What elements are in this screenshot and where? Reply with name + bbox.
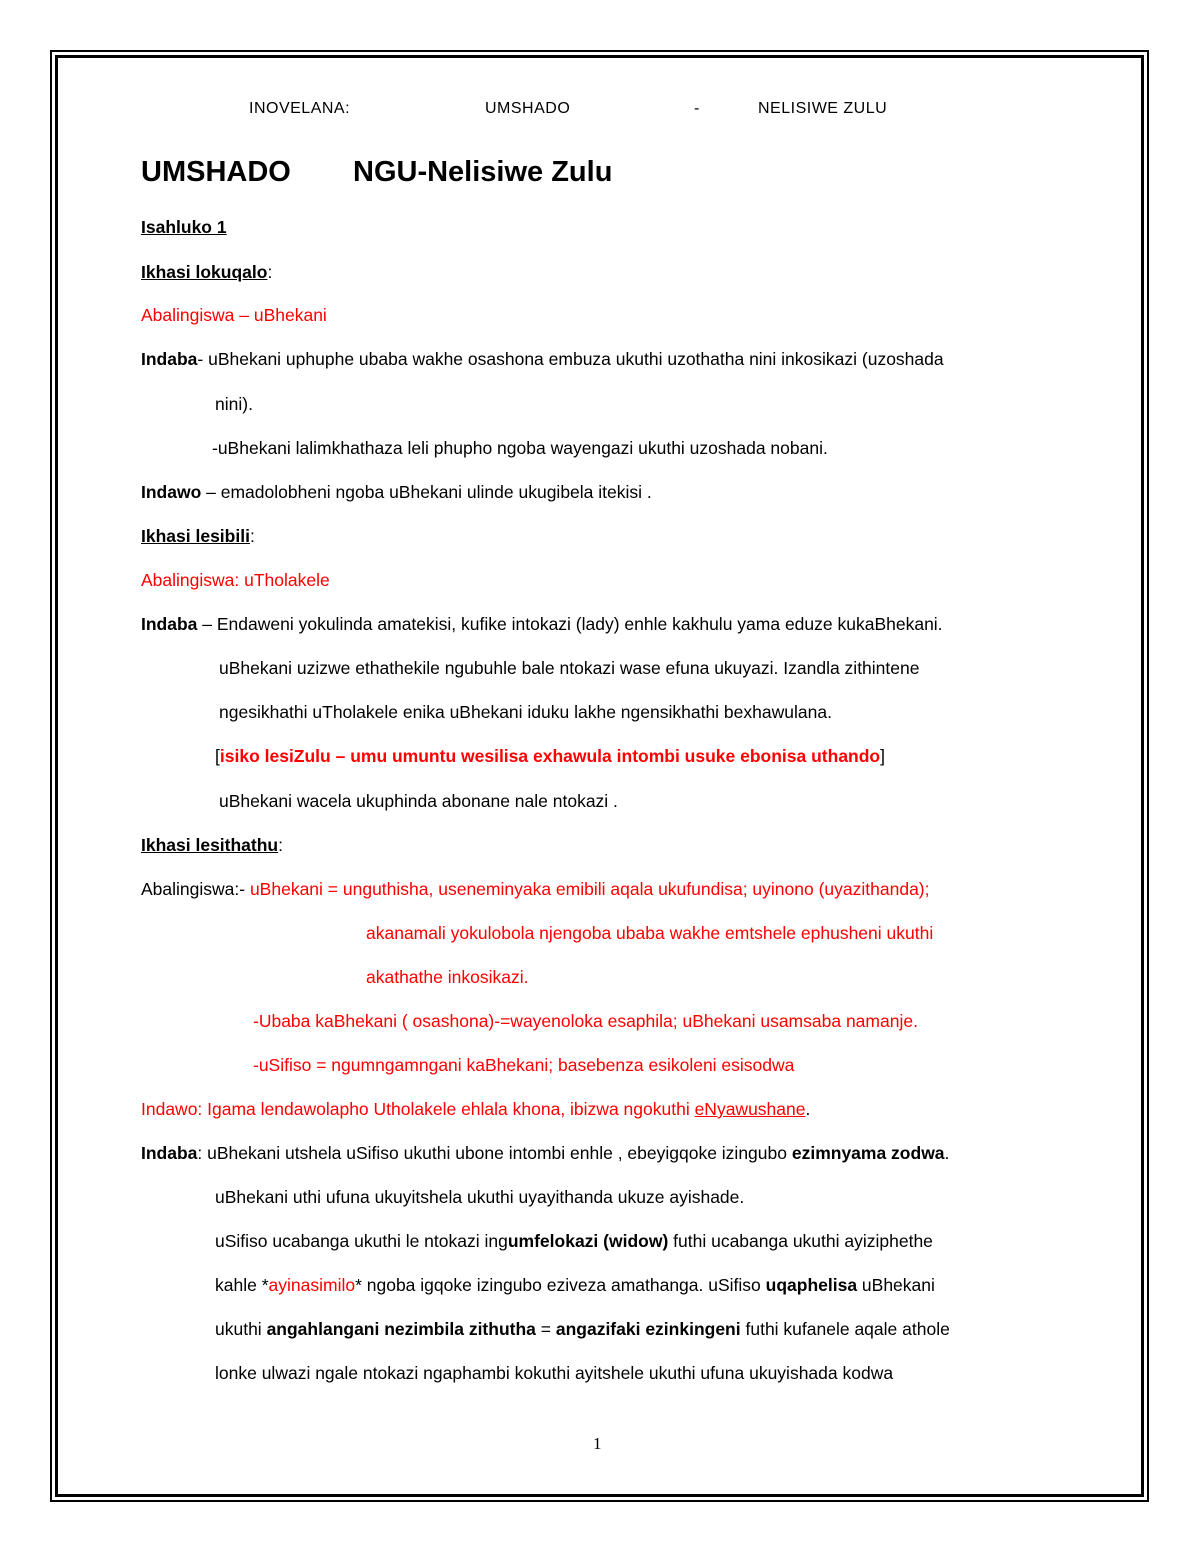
scene1-place-label: Indawo	[141, 482, 202, 502]
scene1-place-text: – emadolobheni ngoba uBhekani ulinde ukugibela itekisi .	[201, 482, 652, 502]
scene3-heading	[141, 834, 283, 856]
scene3-story-text4d: uqaphelisa	[765, 1275, 858, 1295]
scene3-story-text5b: angahlangani nezimbila zithutha	[266, 1319, 536, 1339]
chapter-heading: Isahluko 1	[141, 217, 227, 237]
scene3-story-text3a: uSifiso ucabanga ukuthi le ntokazi ing	[215, 1231, 508, 1251]
scene3-story-text3c: futhi ucabanga ukuthi ayiziphethe	[668, 1231, 933, 1251]
scene3-place-end: .	[805, 1099, 811, 1119]
scene2-heading-colon: :	[249, 526, 255, 546]
scene3-place-text: Indawo: Igama lendawolapho Utholakele ehlala khona, ibizwa ngokuthi	[141, 1099, 695, 1119]
scene3-story-text5d: angazifaki ezinkingeni	[555, 1319, 741, 1339]
scene3-story-line1	[141, 1142, 949, 1164]
scene3-story-line3	[215, 1230, 933, 1252]
scene3-characters-line5: -uSifiso = ngumngamngani kaBhekani; basebenza esikoleni esisodwa	[253, 1055, 795, 1075]
scene3-story-text5c: =	[535, 1319, 556, 1339]
scene3-place-name: eNyawushane	[694, 1099, 806, 1119]
scene2-characters: Abalingiswa: uTholakele	[141, 570, 330, 590]
scene3-heading-colon: :	[278, 835, 283, 855]
scene3-characters-line4: -Ubaba kaBhekani ( osashona)-=wayenoloka esaphila; uBhekani usamsaba namanje.	[253, 1011, 918, 1031]
scene2-heading	[141, 525, 255, 547]
scene3-place	[141, 1098, 810, 1120]
scene3-story-line2: uBhekani uthi ufuna ukuyitshela ukuthi uyayithanda ukuze ayishade.	[215, 1187, 745, 1207]
scene3-story-label: Indaba	[141, 1143, 198, 1163]
scene3-story-line6: lonke ulwazi ngale ntokazi ngaphambi kokuthi ayitshele ukuthi ufuna ukuyishada kodwa	[215, 1363, 894, 1383]
scene2-custom-note	[215, 745, 885, 767]
scene3-story-text1a: : uBhekani utshela uSifiso ukuthi ubone intombi enhle , ebeyigqoke izingubo	[197, 1143, 792, 1163]
custom-bracket-close: ]	[880, 746, 885, 766]
scene3-story-text4b: ayinasimilo	[268, 1275, 356, 1295]
scene2-story-line4: uBhekani wacela ukuphinda abonane nale ntokazi .	[219, 791, 618, 811]
header-author: NELISIWE ZULU	[758, 100, 888, 117]
scene3-story-text5e: futhi kufanele aqale athole	[740, 1319, 950, 1339]
scene3-characters-text1: uBhekani = unguthisha, useneminyaka emibili aqala ukufundisa; uyinono (uyazithanda);	[249, 879, 930, 899]
header-book: UMSHADO	[485, 100, 571, 117]
scene3-characters-line1	[141, 878, 930, 900]
scene3-story-text4e: uBhekani	[857, 1275, 935, 1295]
scene2-story-line1	[141, 613, 943, 635]
scene1-story-text1: - uBhekani uphuphe ubaba wakhe osashona embuza ukuthi uzothatha nini inkosikazi (uzoshada	[197, 349, 944, 369]
scene3-characters-label: Abalingiswa:-	[141, 879, 250, 899]
scene3-story-line5	[215, 1318, 950, 1340]
header-genre: INOVELANA:	[249, 100, 351, 117]
scene3-story-text5a: ukuthi	[215, 1319, 267, 1339]
scene3-story-text1b: ezimnyama zodwa	[791, 1143, 945, 1163]
scene3-story-text1c: .	[944, 1143, 950, 1163]
scene3-heading-text: Ikhasi lesithathu	[141, 835, 279, 855]
scene2-story-line3: ngesikhathi uTholakele enika uBhekani iduku lakhe ngensikhathi bexhawulana.	[219, 702, 832, 722]
scene3-story-text4c: * ngoba igqoke izingubo eziveza amathanga. uSifiso	[355, 1275, 766, 1295]
scene2-story-label: Indaba	[141, 614, 198, 634]
scene1-story-label: Indaba	[141, 349, 198, 369]
scene3-story-text3b: umfelokazi (widow)	[507, 1231, 669, 1251]
title-byline: NGU-Nelisiwe Zulu	[353, 156, 613, 188]
scene3-characters-line2: akanamali yokulobola njengoba ubaba wakhe emtshele ephusheni ukuthi	[366, 923, 934, 943]
scene3-story-text4a: kahle *	[215, 1275, 269, 1295]
custom-bracket-open: [	[215, 746, 220, 766]
scene1-story-line1	[141, 348, 944, 370]
scene3-story-line4	[215, 1274, 935, 1296]
scene2-story-line2: uBhekani uzizwe ethathekile ngubuhle bale ntokazi wase efuna ukuyazi. Izandla zithintene	[219, 658, 920, 678]
scene1-story-line2: nini).	[215, 394, 253, 414]
scene1-story-line3: -uBhekani lalimkhathaza leli phupho ngoba wayengazi ukuthi uzoshada nobani.	[212, 438, 828, 458]
scene1-characters: Abalingiswa – uBhekani	[141, 305, 327, 325]
header-dash: -	[694, 100, 700, 117]
scene1-heading-text: Ikhasi lokuqalo	[141, 262, 268, 282]
scene1-heading-colon: :	[267, 262, 273, 282]
page-number: 1	[593, 1434, 602, 1453]
page-title: UMSHADO	[141, 156, 291, 188]
scene1-place	[141, 481, 652, 503]
custom-note-text: isiko lesiZulu – umu umuntu wesilisa exhawula intombi usuke ebonisa uthando	[219, 746, 881, 766]
scene2-story-text1: – Endaweni yokulinda amatekisi, kufike intokazi (lady) enhle kakhulu yama eduze kukaBhekani.	[197, 614, 943, 634]
scene1-heading	[141, 261, 272, 283]
scene2-heading-text: Ikhasi lesibili	[141, 526, 250, 546]
scene3-characters-line3: akathathe inkosikazi.	[366, 967, 529, 987]
